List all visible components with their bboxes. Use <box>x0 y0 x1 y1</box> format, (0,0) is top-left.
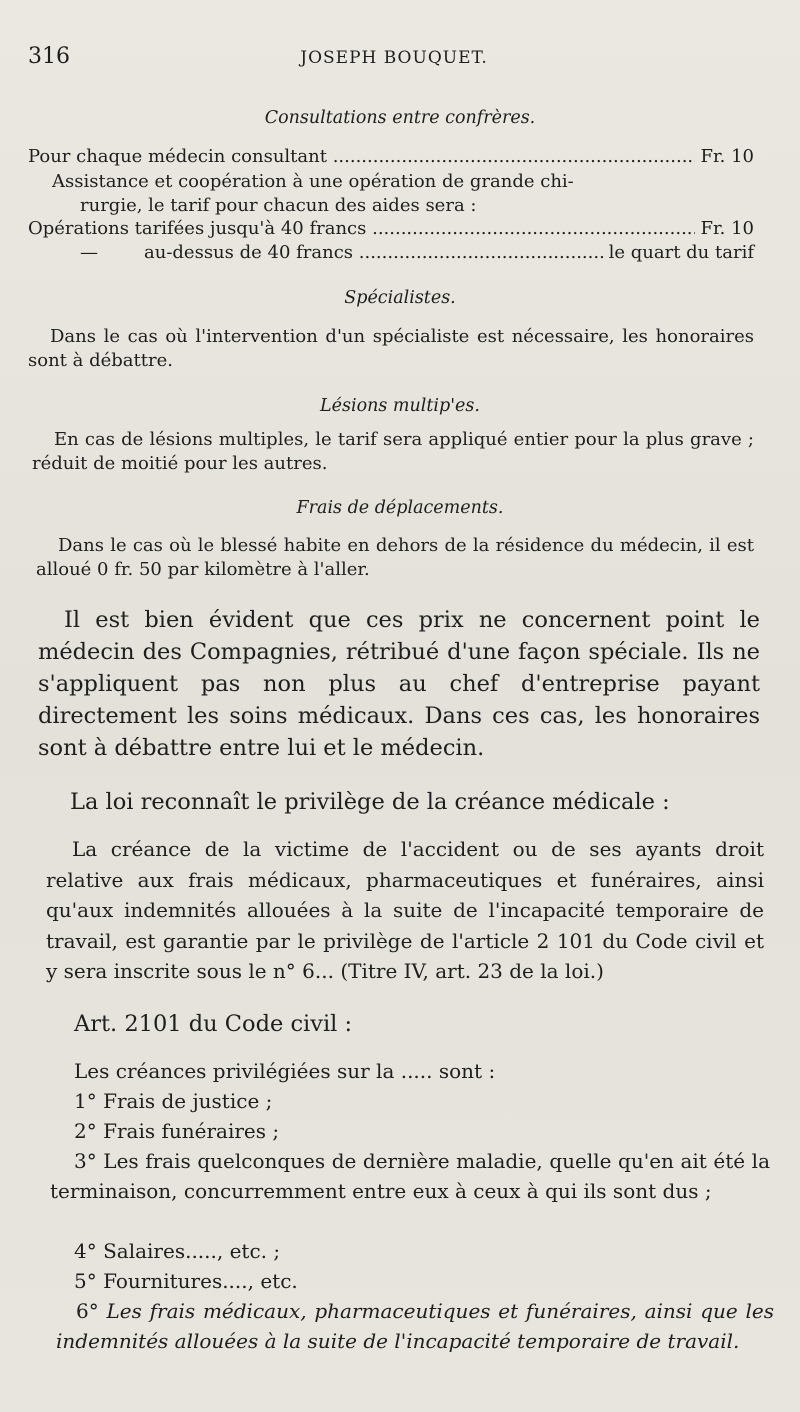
page-header <box>28 44 760 74</box>
list-item: 4° Salaires....., etc. ; <box>74 1239 281 1263</box>
section-title-frais: Frais de déplacements. <box>296 498 504 518</box>
tariff-label: au-dessus de 40 francs ..... <box>144 242 603 263</box>
paragraph-frais: Dans le cas où le blessé habite en dehors de la résidence du médecin, il est alloué 0 fr. 50 par kilomètre à l'aller. <box>36 535 754 580</box>
paragraph-specialistes: Dans le cas où l'intervention d'un spécialiste est nécessaire, les honoraires sont à débattre. <box>28 326 754 371</box>
tariff-row-operations <box>28 218 754 239</box>
quoted-law-text: La créance de la victime de l'accident ou de ses ayants droit relative aux frais médicaux, pharmaceutiques et funéraires, ainsi qu'aux indemnités allouées à la suite de l'incapacité temporaire de travail, est garantie par le privilège de l'article 2 101 du Code civil et y sera inscrite sous le n° 6... (Titre IV, art. 23 de la loi.) <box>46 837 764 983</box>
tariff-line-assistance: Assistance et coopération à une opération de grande chi- <box>52 171 574 192</box>
section-title-lesions: Lésions multip'es. <box>320 396 480 416</box>
list-item: 2° Frais funéraires ; <box>74 1119 280 1143</box>
tariff-row-above-40 <box>80 242 754 263</box>
list-item-text: Les frais médicaux, pharmaceutiques et funéraires, ainsi que les indemnités allouées à la suite de l'incapacité temporaire de travail. <box>56 1299 774 1353</box>
tariff-value: Fr. 10 <box>700 218 754 239</box>
list-intro: Les créances privilégiées sur la ..... sont : <box>74 1059 496 1083</box>
tariff-row-consultant <box>28 146 754 167</box>
ditto-dash: — <box>80 242 98 263</box>
page-number: 316 <box>28 44 70 69</box>
tariff-label: Pour chaque médecin consultant ..... <box>28 146 695 167</box>
paragraph-body-2: La loi reconnaît le privilège de la créance médicale : <box>70 789 670 815</box>
list-item: 1° Frais de justice ; <box>74 1089 273 1113</box>
tariff-value: le quart du tarif <box>608 242 754 263</box>
list-item: 3° Les frais quelconques de dernière maladie, quelle qu'en ait été la terminaison, concurremment entre eux à ceux à qui ils sont dus ; <box>50 1149 770 1203</box>
tariff-line-surgery: rurgie, le tarif pour chacun des aides sera : <box>80 195 477 216</box>
section-title-consultations: Consultations entre confrères. <box>264 108 536 128</box>
article-heading: Art. 2101 du Code civil : <box>74 1011 353 1037</box>
paragraph-body-1: Il est bien évident que ces prix ne concernent point le médecin des Compagnies, rétribué d'une façon spéciale. Ils ne s'appliquent pas non plus au chef d'entreprise payant directement les soins médicaux. Dans ces cas, les honoraires sont à débattre entre lui et le médecin. <box>38 607 760 761</box>
tariff-label: Opérations tarifées jusqu'à 40 francs ..... <box>28 218 695 239</box>
list-item-number: 6° <box>76 1299 99 1323</box>
tariff-value: Fr. 10 <box>700 146 754 167</box>
list-item: 5° Fournitures...., etc. <box>74 1269 298 1293</box>
list-item-6 <box>56 1296 774 1356</box>
section-title-specialistes: Spécialistes. <box>344 288 456 308</box>
running-title: JOSEPH BOUQUET. <box>300 48 488 68</box>
paragraph-lesions: En cas de lésions multiples, le tarif sera appliqué entier pour la plus grave ; réduit de moitié pour les autres. <box>32 429 754 474</box>
